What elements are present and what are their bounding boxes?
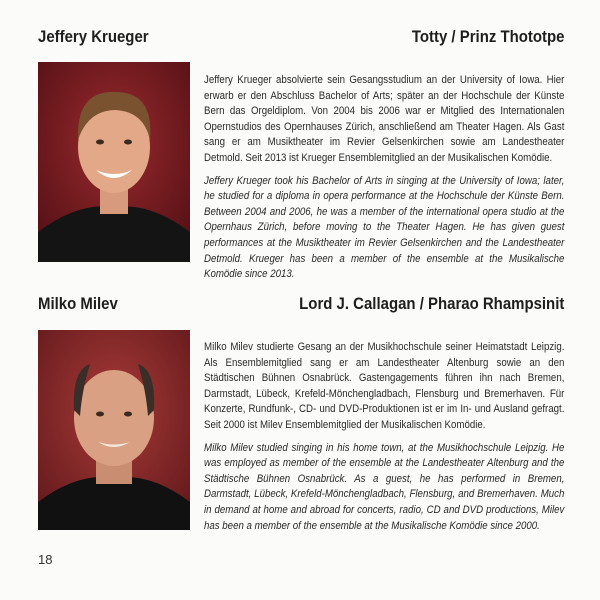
artist-name: Jeffery Krueger — [38, 27, 149, 46]
bio-german: Jeffery Krueger absolvierte sein Gesangsstudium an der University of Iowa. Hier erwarb er den Abschluss Bachelor of Arts; später an der Hochschule der Künste Bern das Orgeldiplom. Von 2004 bis 2006 war er Mitglied des Internationalen Opernstudios des Opernhauses Zürich, anschließend am Theater Hagen. Als Gast sang er am Musiktheater im Revier Gelsenkirchen sowie am Landestheater Detmold. Seit 2013 ist Krueger Ensemblemitglied an der Musikalischen Komödie. — [204, 74, 565, 164]
portrait-photo-icon — [38, 330, 190, 530]
bio-text — [204, 73, 564, 290]
artist-role: Lord J. Callagan / Pharao Rhampsinit — [298, 294, 564, 313]
bio-english: Milko Milev studied singing in his home town, at the Musikhochschule Leipzig. He was employed as member of the ensemble at the Landestheater Altenburg and the Städtische Bühnen Osnabrück. As a guest, he has performed in Bremen, Darmstadt, Lübeck, Krefeld-Mönchengladbach, Flensburg, and Bremerhaven. Much in demand at home and abroad for concerts, radio, CD and DVD productions, Milev has been a member of the ensemble at the Musikalische Komödie since 2000. — [204, 441, 565, 532]
bio-text — [204, 340, 564, 541]
artist-name: Milko Milev — [38, 294, 118, 313]
page-number: 18 — [38, 552, 53, 567]
bio-english: Jeffery Krueger took his Bachelor of Arts in singing at the University of Iowa; later, he studied for a diploma in opera performance at the Hochschule der Künste Bern. Between 2004 and 2006, he was a member of the international opera studio at the Opernhaus Zürich, before moving to the Theater Hagen. He has given guest performances at the Musiktheater im Revier Gelsenkirchen and the Landestheater Detmold. Krueger has been a member of the ensemble at the Musikalische Komödie since 2013. — [204, 174, 565, 281]
artist-role: Totty / Prinz Thototpe — [411, 27, 564, 46]
bio-german: Milko Milev studierte Gesang an der Musikhochschule seiner Heimatstadt Leipzig. Als Ensemblemitglied sang er am Landestheater Altenburg sowie an den Städtischen Bühnen Osnabrück. Gastengagements führen ihn nach Bremen, Darmstadt, Lübeck, Krefeld-Mönchengladbach, Flensburg und Bremerhaven. Für Konzerte, Rundfunk-, CD- und DVD-Produktionen ist er im In- und Ausland gefragt. Seit 2000 ist Milev Ensemblemitglied der Musikalischen Komödie. — [204, 341, 565, 431]
portrait-photo-icon — [38, 62, 190, 262]
